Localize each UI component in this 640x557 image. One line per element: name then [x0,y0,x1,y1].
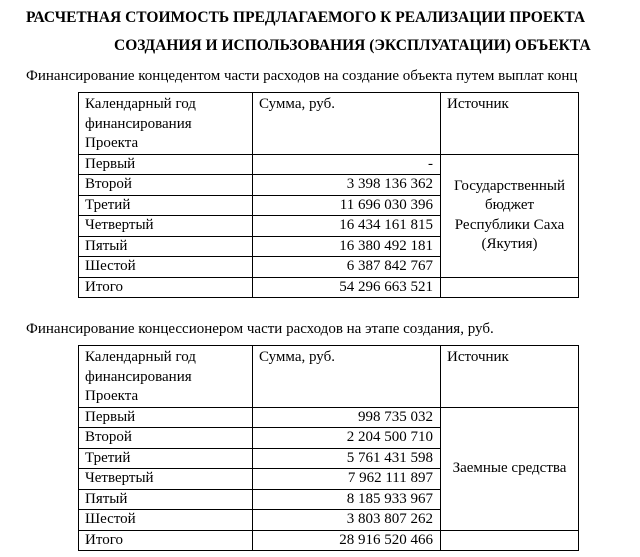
document-title-line-1: РАСЧЕТНАЯ СТОИМОСТЬ ПРЕДЛАГАЕМОГО К РЕАЛИЗАЦИИ ПРОЕКТА [26,9,586,26]
table-row [79,154,579,175]
sum-cell: 28 916 520 466 [253,530,441,551]
year-cell: Шестой [79,510,253,531]
year-cell: Итого [79,277,253,298]
sum-cell: 7 962 111 897 [253,469,441,490]
header-source: Источник [441,93,579,155]
empty-cell [441,277,579,298]
header-sum: Сумма, руб. [253,346,441,408]
sum-cell: 6 387 842 767 [253,257,441,278]
year-cell: Четвертый [79,469,253,490]
concessionaire-financing-table [78,345,579,551]
year-cell: Третий [79,195,253,216]
year-cell: Итого [79,530,253,551]
header-sum: Сумма, руб. [253,93,441,155]
sum-cell: 16 380 492 181 [253,236,441,257]
sum-cell: 11 696 030 396 [253,195,441,216]
sum-cell: 998 735 032 [253,407,441,428]
sum-cell: 2 204 500 710 [253,428,441,449]
total-row [79,277,579,298]
concedent-financing-table [78,92,579,298]
table-header-row [79,346,579,408]
header-year: Календарный год финансирования Проекта [79,93,253,155]
sum-cell: - [253,154,441,175]
header-year: Календарный год финансирования Проекта [79,346,253,408]
table1-caption: Финансирование концедентом части расходов на создание объекта путем выплат конц [26,68,578,84]
year-cell: Первый [79,407,253,428]
year-cell: Пятый [79,236,253,257]
source-cell: Заемные средства [441,407,579,530]
sum-cell: 5 761 431 598 [253,448,441,469]
year-cell: Шестой [79,257,253,278]
header-source: Источник [441,346,579,408]
year-cell: Пятый [79,489,253,510]
table-row [79,407,579,428]
year-cell: Третий [79,448,253,469]
sum-cell: 54 296 663 521 [253,277,441,298]
year-cell: Четвертый [79,216,253,237]
table-header-row [79,93,579,155]
sum-cell: 3 398 136 362 [253,175,441,196]
year-cell: Первый [79,154,253,175]
document-title-line-2: СОЗДАНИЯ И ИСПОЛЬЗОВАНИЯ (ЭКСПЛУАТАЦИИ) ОБЪЕКТА [114,37,591,54]
source-cell: Государственный бюджет Республики Саха (Якутия) [441,154,579,277]
sum-cell: 16 434 161 815 [253,216,441,237]
sum-cell: 8 185 933 967 [253,489,441,510]
year-cell: Второй [79,428,253,449]
year-cell: Второй [79,175,253,196]
sum-cell: 3 803 807 262 [253,510,441,531]
total-row [79,530,579,551]
empty-cell [441,530,579,551]
table2-caption: Финансирование концессионером части расходов на этапе создания, руб. [26,321,494,337]
